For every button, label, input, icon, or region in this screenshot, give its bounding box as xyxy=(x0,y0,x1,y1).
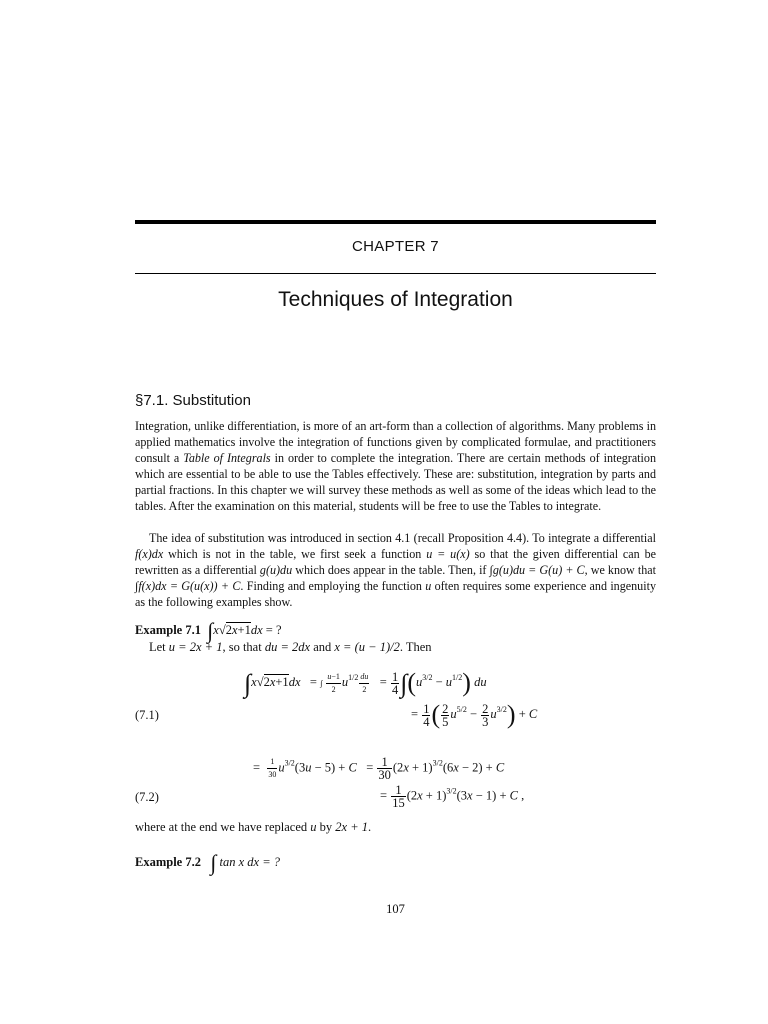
math-inline: ∫g(u)du = G(u) + C xyxy=(489,563,585,577)
intro-text: and xyxy=(310,640,335,654)
example-7-1-intro xyxy=(149,640,432,655)
math-inline: f(x)dx xyxy=(135,547,164,561)
equation-line-3: = $\frac{1}{30}$ $u^{3/2}(3u - 5) + C$ = $\frac{1}{30}$ $(2x + 1)^{3/2}(6x - 2) + C$ xyxy=(253,755,505,782)
after-equation-text xyxy=(135,820,371,835)
math-inline: u = 2x + 1 xyxy=(168,640,223,654)
equation-line-1: ∫x√2x+1dx = ∫ $\frac{u-1}{2}$ $u^{1/2}$ $\frac{du}{2}$ = $\frac{1}{4}$ $\int(u^{3/2} - u^{1/2})$ du xyxy=(244,668,487,698)
math-inline: x = (u − 1)/2 xyxy=(334,640,400,654)
intro-text: , so that xyxy=(222,640,265,654)
equation-line-2: = $\frac{1}{4}$ ( $\frac{2}{5}$ $u^{5/2}$ − $\frac{2}{3}$ $u^{3/2}) + C$ xyxy=(411,700,538,729)
example-question: = ? xyxy=(265,623,282,637)
paragraph-text: , we know that xyxy=(584,563,657,577)
paragraph-text: which does appear in the table. Then, if xyxy=(292,563,490,577)
integral-sign: ∫ xyxy=(210,850,217,875)
example-7-2 xyxy=(135,850,280,876)
paragraph-text: often requires some experience and ingenuity as the following examples show. xyxy=(135,579,656,609)
example-label: Example 7.2 xyxy=(135,855,201,869)
math-inline: du = 2dx xyxy=(264,640,311,654)
equation-label-7-2: (7.2) xyxy=(135,790,159,804)
chapter-label: CHAPTER 7 xyxy=(352,238,439,255)
math-inline: ∫f(x)dx = G(u(x)) + C xyxy=(135,579,241,593)
paragraph-text: where at the end we have replaced xyxy=(135,820,311,834)
equation-line-4: = $\frac{1}{15}$ $(2x + 1)^{3/2}(3x - 1) + C$ , xyxy=(380,783,525,810)
paragraph-text: . xyxy=(368,820,372,834)
chapter-bottom-rule xyxy=(135,273,656,274)
math-inline: u = u(x) xyxy=(426,547,470,561)
example-label: Example 7.1 xyxy=(135,623,201,637)
chapter-title: Techniques of Integration xyxy=(278,288,513,311)
paragraph-text: in order to complete the integration. There are certain methods of integration which are essential to be able to use the Tables effectively. These are: substitution, integration by parts and partial fractions. In this chapter we will survey these methods as well as some of the ideas which lead to the tables. After the examination on this material, students will be free to use the Tables to integrate. xyxy=(135,451,656,513)
paragraph-text: The idea of substitution was introduced in section 4.1 (recall Proposition 4.4). To integrate a differential xyxy=(149,531,656,545)
paragraph-text: Integration, unlike differentiation, is more of an art-form than a collection of algorithms. Many problems in applied mathematics involve the integration of functions given by complicated formulae, and practitioners consult a xyxy=(135,419,656,465)
example-7-1: Example 7.1 ∫x√2x+1dx = ? xyxy=(135,618,282,643)
table-of-integrals-emphasis: Table of Integrals xyxy=(183,451,271,465)
page-number: 107 xyxy=(386,902,405,916)
equation-label-7-1: (7.1) xyxy=(135,708,159,722)
paragraph-text: which is not in the table, we first seek a function xyxy=(163,547,427,561)
example-expression: tan x dx = ? xyxy=(219,855,281,869)
integral-sign: ∫ xyxy=(207,618,214,643)
paragraph-intro xyxy=(135,418,656,514)
paragraph-text: . Finding and employing the function xyxy=(240,579,426,593)
math-inline: u xyxy=(425,579,432,593)
math-inline: 2x + 1 xyxy=(335,820,368,834)
paragraph-substitution xyxy=(135,530,656,610)
math-inline: u xyxy=(310,820,317,834)
intro-text: . Then xyxy=(399,640,432,654)
intro-text: Let xyxy=(149,640,169,654)
paragraph-text: so that the given differential can be rewritten as a differential xyxy=(135,547,656,577)
section-heading: §7.1. Substitution xyxy=(135,392,251,409)
math-inline: g(u)du xyxy=(259,563,293,577)
paragraph-text: by xyxy=(316,820,336,834)
chapter-top-rule xyxy=(135,220,656,224)
